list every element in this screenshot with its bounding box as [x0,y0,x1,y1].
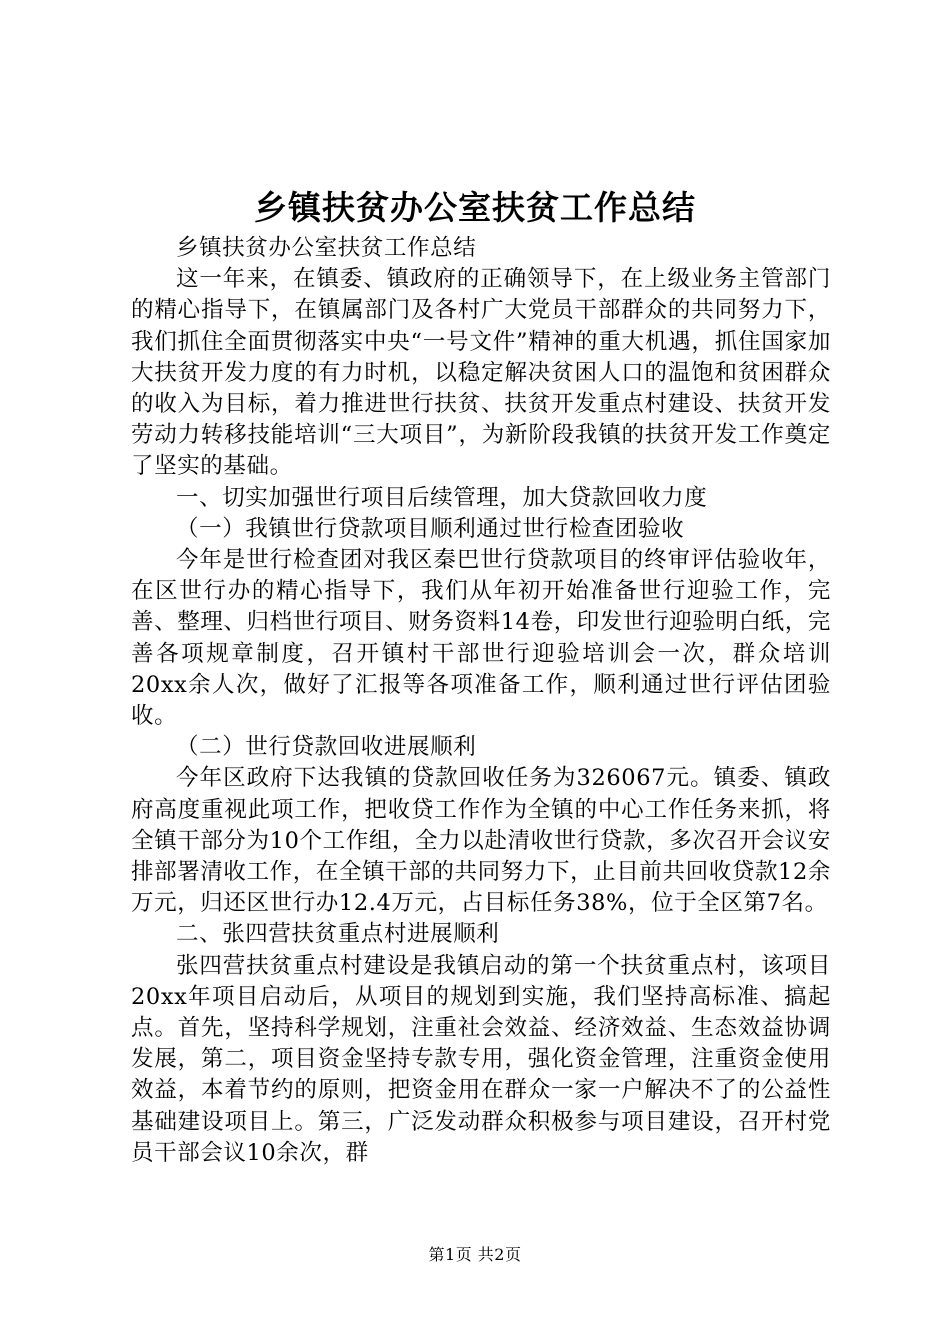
document-body [131,233,831,1169]
paragraph-subtitle: 乡镇扶贫办公室扶贫工作总结 [176,235,477,261]
subsection-heading-1-1: （一）我镇世行贷款项目顺利通过世行检查团验收 [176,515,685,542]
paragraph-intro: 这一年来，在镇委、镇政府的正确领导下，在上级业务主管部门的精心指导下，在镇属部门及各村广大党员干部群众的共同努力下，我们抓住全面贯彻落实中央“一号文件”精神的重大机遇，抓住国家加大扶贫开发力度的有力时机，以稳定解决贫困人口的温饱和贫困群众的收入为目标，着力推进世行扶贫、扶贫开发重点村建设、扶贫开发劳动力转移技能培训“三大项目”，为新阶段我镇的扶贫开发工作奠定了坚实的基础。 [131,266,831,480]
paragraph-world-bank-acceptance: 今年是世行检查团对我区秦巴世行贷款项目的终审评估验收年，在区世行办的精心指导下，我们从年初开始准备世行迎验工作，完善、整理、归档世行项目、财务资料14卷，印发世行迎验明白纸，完善各项规章制度，召开镇村干部世行迎验培训会一次，群众培训20xx余人次，做好了汇报等各项准备工作，顺利通过世行评估团验收。 [131,547,831,730]
paragraph-key-village: 张四营扶贫重点村建设是我镇启动的第一个扶贫重点村，该项目20xx年项目启动后，从项目的规划到实施，我们坚持高标准、搞起点。首先，坚持科学规划，注重社会效益、经济效益、生态效益协调发展，第二，项目资金坚持专款专用，强化资金管理，注重资金使用效益，本着节约的原则，把资金用在群众一家一户解决不了的公益性基础建设项目上。第三，广泛发动群众积极参与项目建设，召开村党员干部会议10余次，群 [131,952,831,1166]
section-heading-1: 一、切实加强世行项目后续管理，加大贷款回收力度 [176,484,708,511]
subsection-heading-1-2: （二）世行贷款回收进展顺利 [176,734,477,761]
section-heading-2: 二、张四营扶贫重点村进展顺利 [176,921,500,948]
document-title: 乡镇扶贫办公室扶贫工作总结 [254,188,696,227]
paragraph-loan-recovery: 今年区政府下达我镇的贷款回收任务为326067元。镇委、镇政府高度重视此项工作，把收贷工作作为全镇的中心工作任务来抓，将全镇干部分为10个工作组，全力以赴清收世行贷款，多次召开会议安排部署清收工作，在全镇干部的共同努力下，止目前共回收贷款12余万元，归还区世行办12.4万元，占目标任务38%，位于全区第7名。 [131,765,831,917]
page-footer: 第1页 共2页 [428,1245,522,1264]
